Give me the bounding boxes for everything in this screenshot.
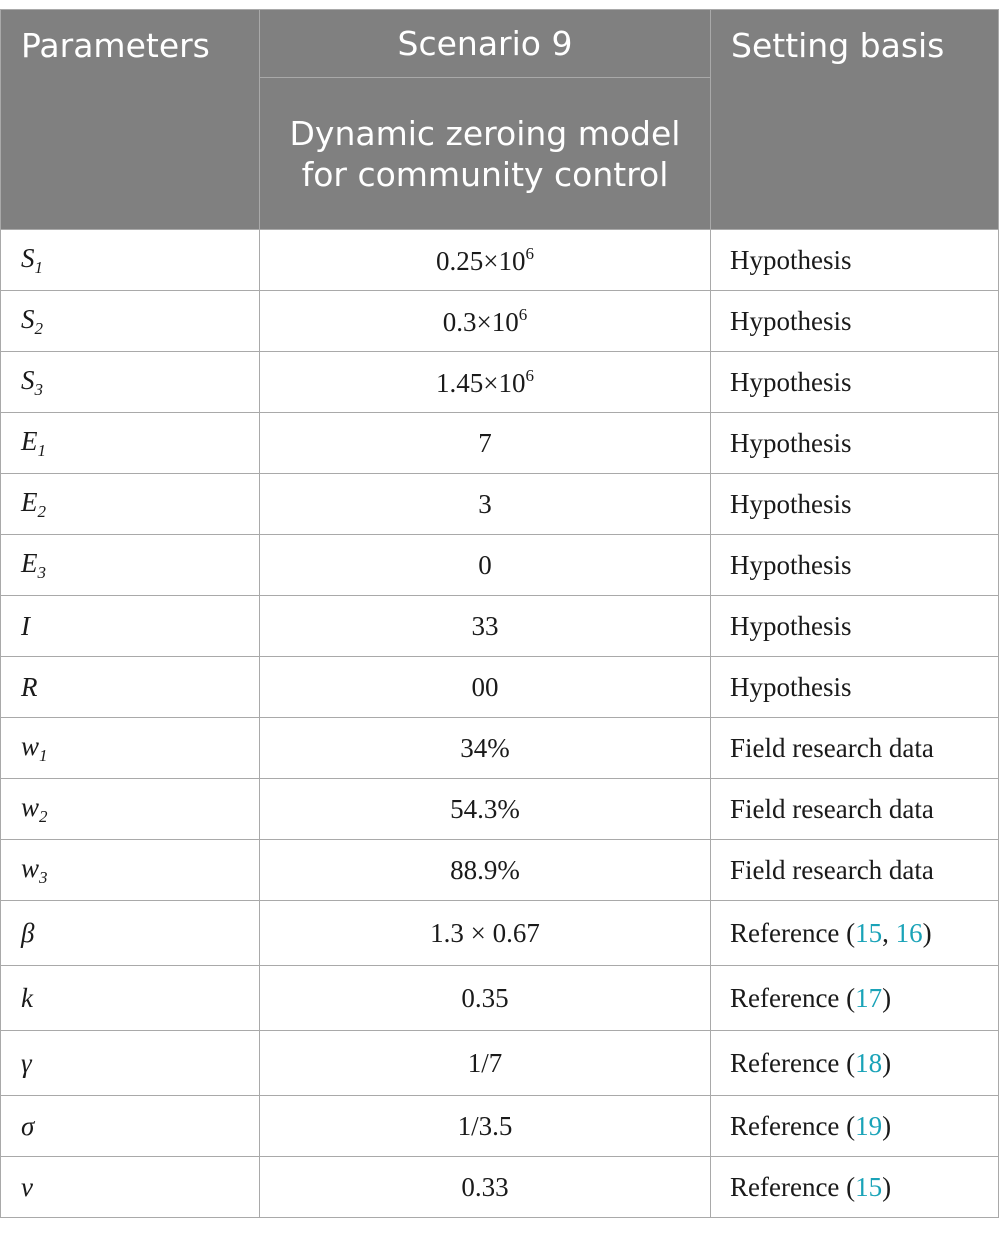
table-row xyxy=(1,966,999,1031)
basis-cell xyxy=(711,901,999,966)
table-row xyxy=(1,413,999,474)
param-cell xyxy=(1,474,260,535)
table-row xyxy=(1,1096,999,1157)
basis-cell xyxy=(711,1096,999,1157)
basis-cell: Hypothesis xyxy=(711,535,999,596)
param-subscript: 2 xyxy=(34,318,43,338)
ref-close-paren: ) xyxy=(882,1047,892,1078)
basis-cell: Field research data xyxy=(711,779,999,840)
reference-link[interactable]: 17 xyxy=(855,982,883,1013)
param-cell xyxy=(1,1157,260,1218)
param-cell xyxy=(1,718,260,779)
param-subscript: 1 xyxy=(37,440,46,460)
table-row xyxy=(1,657,999,718)
param-symbol: w xyxy=(21,852,40,883)
ref-open-paren: ( xyxy=(846,917,856,948)
value-cell: 0.35 xyxy=(260,966,711,1031)
basis-cell: Field research data xyxy=(711,840,999,901)
basis-text: Reference xyxy=(730,1110,840,1141)
value-cell xyxy=(260,352,711,413)
table-body xyxy=(1,230,999,1218)
param-symbol: w xyxy=(21,791,40,822)
ref-close-paren: ) xyxy=(882,1110,892,1141)
basis-cell xyxy=(711,1157,999,1218)
table-row xyxy=(1,840,999,901)
basis-cell: Hypothesis xyxy=(711,230,999,291)
param-cell xyxy=(1,352,260,413)
ref-close-paren: ) xyxy=(882,982,892,1013)
value-cell: 0.33 xyxy=(260,1157,711,1218)
basis-text: Reference xyxy=(730,1171,840,1202)
value-base: 10 xyxy=(498,245,526,276)
table-row xyxy=(1,596,999,657)
param-cell xyxy=(1,901,260,966)
value-base: 10 xyxy=(498,367,526,398)
value-cell: 34% xyxy=(260,718,711,779)
value-exponent: 6 xyxy=(525,365,534,385)
param-symbol: E xyxy=(21,486,38,517)
parameters-table xyxy=(0,9,999,1218)
value-cell: 1.3 × 0.67 xyxy=(260,901,711,966)
param-symbol: ν xyxy=(21,1171,33,1202)
value-cell: 54.3% xyxy=(260,779,711,840)
value-cell: 0 xyxy=(260,535,711,596)
value-times-sign: × xyxy=(483,367,499,398)
param-symbol: S xyxy=(21,242,35,273)
ref-open-paren: ( xyxy=(846,1171,856,1202)
param-symbol: E xyxy=(21,547,38,578)
table-row xyxy=(1,901,999,966)
param-cell xyxy=(1,1031,260,1096)
table-row xyxy=(1,718,999,779)
value-times-sign: × xyxy=(483,245,499,276)
value-exponent: 6 xyxy=(525,243,534,263)
value-base: 10 xyxy=(491,306,519,337)
table-header xyxy=(1,10,999,230)
param-subscript: 3 xyxy=(34,379,43,399)
value-cell: 3 xyxy=(260,474,711,535)
basis-cell xyxy=(711,1031,999,1096)
reference-link[interactable]: 19 xyxy=(855,1110,883,1141)
param-subscript: 1 xyxy=(34,257,43,277)
param-subscript: 1 xyxy=(39,745,48,765)
param-cell xyxy=(1,966,260,1031)
table-row xyxy=(1,474,999,535)
param-cell xyxy=(1,535,260,596)
header-scenario: Scenario 9 xyxy=(260,10,711,78)
param-symbol: R xyxy=(21,671,38,702)
reference-link[interactable]: 15 xyxy=(855,1171,883,1202)
param-cell xyxy=(1,840,260,901)
basis-text: Reference xyxy=(730,982,840,1013)
value-cell: 7 xyxy=(260,413,711,474)
basis-cell: Hypothesis xyxy=(711,474,999,535)
reference-link[interactable]: 15 xyxy=(855,917,883,948)
value-cell: 00 xyxy=(260,657,711,718)
value-cell: 1/7 xyxy=(260,1031,711,1096)
value-mantissa: 1.45 xyxy=(436,367,484,398)
basis-cell xyxy=(711,966,999,1031)
value-cell: 1/3.5 xyxy=(260,1096,711,1157)
param-symbol: σ xyxy=(21,1110,35,1141)
value-cell xyxy=(260,291,711,352)
param-symbol: S xyxy=(21,303,35,334)
table-row xyxy=(1,1031,999,1096)
param-subscript: 3 xyxy=(39,867,48,887)
param-symbol: S xyxy=(21,364,35,395)
basis-cell: Hypothesis xyxy=(711,352,999,413)
basis-cell: Hypothesis xyxy=(711,596,999,657)
ref-separator: , xyxy=(882,917,896,948)
ref-open-paren: ( xyxy=(846,982,856,1013)
param-subscript: 2 xyxy=(39,806,48,826)
basis-cell: Field research data xyxy=(711,718,999,779)
value-cell: 33 xyxy=(260,596,711,657)
param-symbol: I xyxy=(21,610,30,641)
value-cell: 88.9% xyxy=(260,840,711,901)
param-symbol: w xyxy=(21,730,40,761)
ref-open-paren: ( xyxy=(846,1110,856,1141)
param-symbol: β xyxy=(21,917,35,948)
param-cell xyxy=(1,230,260,291)
ref-open-paren: ( xyxy=(846,1047,856,1078)
header-parameters: Parameters xyxy=(1,10,260,230)
param-cell xyxy=(1,291,260,352)
param-symbol: E xyxy=(21,425,38,456)
header-scenario-model: Dynamic zeroing model for community control xyxy=(260,78,711,230)
table-row xyxy=(1,779,999,840)
value-cell xyxy=(260,230,711,291)
value-mantissa: 0.3 xyxy=(442,306,477,337)
param-cell xyxy=(1,779,260,840)
param-cell xyxy=(1,596,260,657)
param-cell xyxy=(1,657,260,718)
table-row xyxy=(1,535,999,596)
basis-cell: Hypothesis xyxy=(711,291,999,352)
reference-link[interactable]: 18 xyxy=(855,1047,883,1078)
param-cell xyxy=(1,413,260,474)
table-row xyxy=(1,1157,999,1218)
table-row xyxy=(1,291,999,352)
ref-close-paren: ) xyxy=(882,1171,892,1202)
basis-text: Reference xyxy=(730,917,840,948)
table-row xyxy=(1,230,999,291)
param-subscript: 3 xyxy=(37,562,46,582)
basis-text: Reference xyxy=(730,1047,840,1078)
value-exponent: 6 xyxy=(518,304,528,324)
table-row xyxy=(1,352,999,413)
param-cell xyxy=(1,1096,260,1157)
basis-cell: Hypothesis xyxy=(711,657,999,718)
param-subscript: 2 xyxy=(37,501,46,521)
ref-close-paren: ) xyxy=(922,917,932,948)
header-setting-basis: Setting basis xyxy=(711,10,999,230)
basis-cell: Hypothesis xyxy=(711,413,999,474)
param-symbol: k xyxy=(21,982,33,1013)
value-times-sign: × xyxy=(476,306,492,337)
param-symbol: γ xyxy=(21,1047,32,1078)
reference-link[interactable]: 16 xyxy=(895,917,923,948)
value-mantissa: 0.25 xyxy=(436,245,484,276)
